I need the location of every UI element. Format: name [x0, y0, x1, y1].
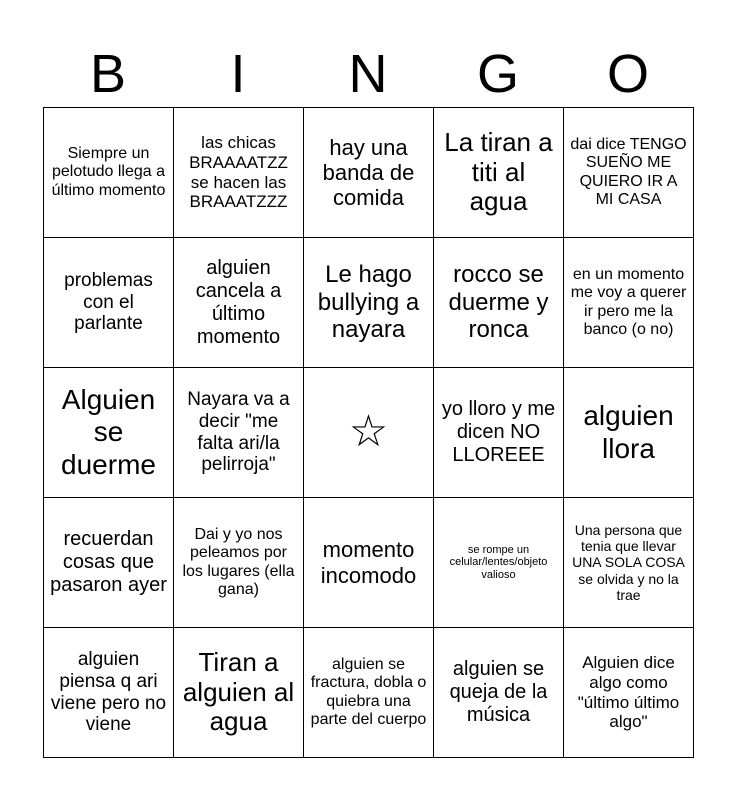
bingo-cell: rocco se duerme y ronca [434, 238, 564, 368]
title-letter-o: O [606, 44, 649, 104]
bingo-row [44, 368, 694, 498]
bingo-cell: alguien cancela a último momento [174, 238, 304, 368]
bingo-cell: Siempre un pelotudo llega a último momento [44, 108, 174, 238]
bingo-row [44, 628, 694, 758]
bingo-cell: Le hago bullying a nayara [304, 238, 434, 368]
title-letter-b: B [89, 44, 127, 104]
title-letter-i: I [230, 44, 246, 104]
star-icon: ☆ [348, 407, 389, 457]
bingo-cell: Dai y yo nos peleamos por los lugares (ella gana) [174, 498, 304, 628]
bingo-cell: recuerdan cosas que pasaron ayer [44, 498, 174, 628]
bingo-cell: Tiran a alguien al agua [174, 628, 304, 758]
bingo-cell: alguien se fractura, dobla o quiebra una parte del cuerpo [304, 628, 434, 758]
bingo-cell: alguien llora [564, 368, 694, 498]
bingo-title [43, 40, 693, 108]
title-letter-n: N [348, 44, 388, 104]
bingo-cell: hay una banda de comida [304, 108, 434, 238]
bingo-cell: alguien piensa q ari viene pero no viene [44, 628, 174, 758]
bingo-cell: dai dice TENGO SUEÑO ME QUIERO IR A MI CASA [564, 108, 694, 238]
bingo-row [44, 108, 694, 238]
bingo-cell: alguien se queja de la música [434, 628, 564, 758]
bingo-row [44, 238, 694, 368]
bingo-cell: problemas con el parlante [44, 238, 174, 368]
bingo-cell: se rompe un celular/lentes/objeto valioso [434, 498, 564, 628]
free-space-cell [304, 368, 434, 498]
bingo-cell: yo lloro y me dicen NO LLOREEE [434, 368, 564, 498]
bingo-cell: Nayara va a decir "me falta ari/la pelirroja" [174, 368, 304, 498]
bingo-cell: Alguien dice algo como "último último algo" [564, 628, 694, 758]
bingo-cell: Alguien se duerme [44, 368, 174, 498]
bingo-cell: La tiran a titi al agua [434, 108, 564, 238]
bingo-cell: momento incomodo [304, 498, 434, 628]
title-letter-g: G [476, 44, 519, 104]
bingo-row [44, 498, 694, 628]
bingo-cell: en un momento me voy a querer ir pero me la banco (o no) [564, 238, 694, 368]
bingo-cell: Una persona que tenia que llevar UNA SOLA COSA se olvida y no la trae [564, 498, 694, 628]
bingo-card [43, 107, 694, 758]
bingo-cell: las chicas BRAAAATZZ se hacen las BRAAATZZZ [174, 108, 304, 238]
